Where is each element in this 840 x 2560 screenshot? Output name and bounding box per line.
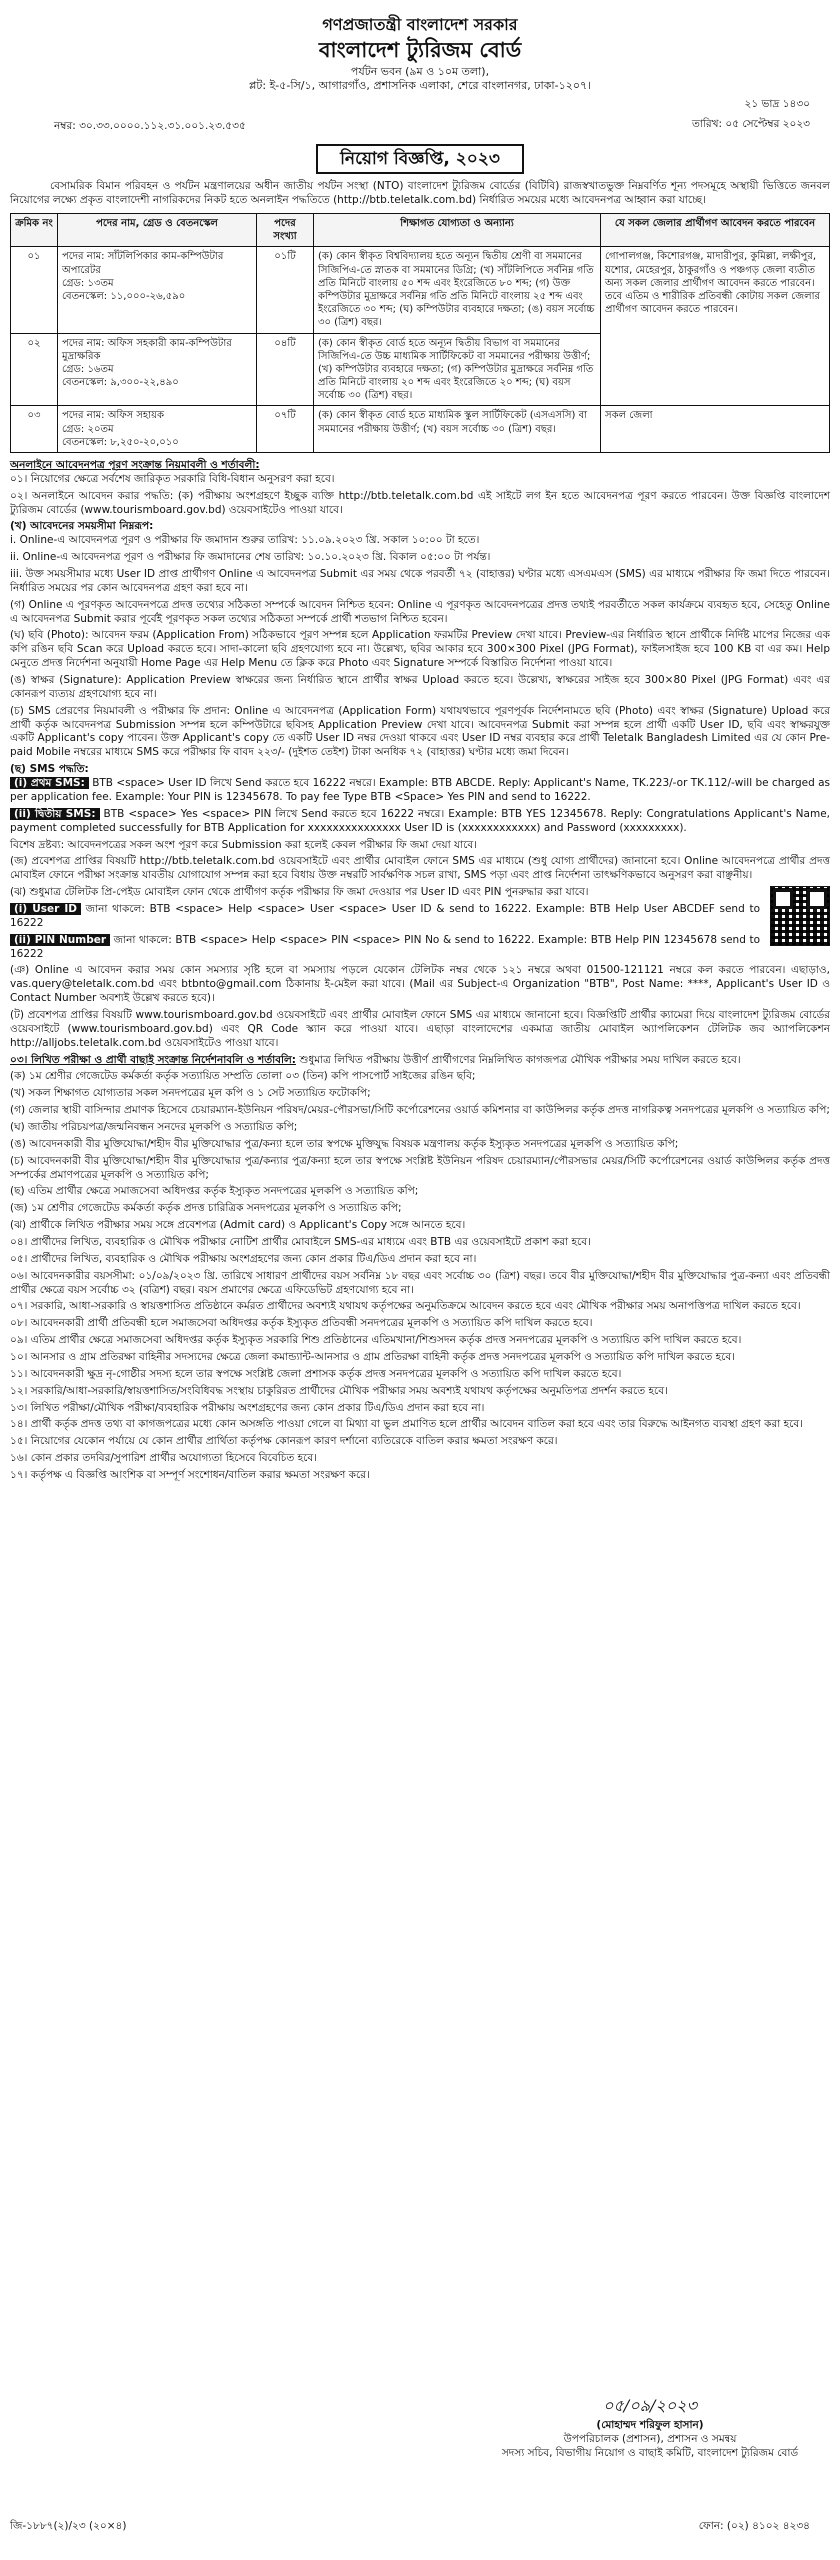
row-count: ০৭টি bbox=[257, 406, 314, 453]
row-qualification: (ক) কোন স্বীকৃত বিশ্ববিদ্যালয় হতে অন্যূন দ্বিতীয় শ্রেণী বা সমমানের সিজিপিএ-তে স্নাতক বা সমমানের ডিগ্রি; (খ) সাঁটলিপিতে সর্বনিম্ন গতি প্রতি মিনিটে বাংলায় ৫০ শব্দ এবং ইংরেজিতে ৮০ শব্দ; (গ) উক্ত কম্পিউটার মুদ্রাক্ষরে সর্বনিম্ন গতি প্রতি মিনিটে বাংলায় ২৫ শব্দ এবং ইংরেজিতে ৩০ শব্দ; (ঘ) কম্পিউটার ব্যবহারে দক্ষতা; (ঙ) বয়স সর্বোচ্চ ৩০ (ত্রিশ) বছর। bbox=[314, 247, 601, 333]
exam-item: (চ) আবেদনকারী বীর মুক্তিযোদ্ধা/শহীদ বীর মুক্তিযোদ্ধার পুত্র/কন্যার পুত্র/কন্যা হলে তার স্বপক্ষে সংশ্লিষ্ট ইউনিয়ন পরিষদ চেয়ারম্যান/পৌরসভার মেয়র/সিটি কর্পোরেশনের ওয়ার্ড কাউন্সিলর কর্তৃক প্রদত্ত সম্পর্কের প্রমাণপত্রের মূলকপি ও সত্যায়িত কপি; bbox=[10, 1154, 830, 1181]
memo-number: নম্বর: ৩০.৩৩.০০০০.১১২.৩১.০০১.২৩.৫৩৫ bbox=[54, 119, 246, 132]
sms-second-text: BTB <space> Yes <space> PIN লিখে Send করতে হবে 16222 নম্বরে। Example: BTB YES 12345678. Reply: Congratulations Applicant's Name, payment completed successfully for BTB Application for xxxxxxxxxxxxxxx User ID is (xxxxxxxxxxxx) and Password (xxxxxxxxx). bbox=[10, 807, 831, 834]
rule-photo: (ঘ) ছবি (Photo): আবেদন ফরম (Application From) সঠিকভাবে পূরণ সম্পন্ন হলে Application ফরমটির Preview দেখা যাবে। Preview-এর নির্ধারিত স্থানে প্রার্থীকে নির্দিষ্ট মাপের নিজের এক কপি রঙিন ছবি Scan করে Upload করতে হবে। সাদা-কালো ছবি গ্রহণযোগ্য হবে না। উল্লেখ্য, ছবির আকার হবে 300×300 Pixel (JPG Format), ফাইলসাইজ হবে 100 KB বা এর কম। Help মেনুতে প্রদত্ত নির্দেশনা অনুযায়ী Home Page এর Help Menu তে ক্লিক করে Photo এবং Signature সম্পর্কে বিস্তারিত নির্দেশনা পাওয়া যাবে। bbox=[10, 629, 830, 670]
post-name: পদের নাম: অফিস সহায়ক bbox=[62, 410, 164, 422]
exam-item: (ছ) এতিম প্রার্থীর ক্ষেত্রে সমাজসেবা অধিদপ্তর কর্তৃক ইস্যুকৃত সনদপত্রের মূলকপি ও সত্যায়িত কপি; bbox=[10, 1185, 419, 1198]
rules-heading: অনলাইনে আবেদনপত্র পূরণ সংক্রান্ত নিয়মাবলী ও শর্তাবলী: bbox=[10, 459, 260, 472]
post-grade: গ্রেড: ২০তম bbox=[62, 423, 114, 435]
exam-item: (গ) জেলার স্থায়ী বাসিন্দার প্রমাণক হিসেবে চেয়ারম্যান-ইউনিয়ন পরিষদ/মেয়র-পৌরসভা/সিটি কর্পোরেশনের ওয়ার্ড কমিশনার বা কাউন্সিলর কর্তৃক প্রদত্ত নাগরিকত্ব সনদপত্রের মূলকপি ও সত্যায়িত কপি; bbox=[10, 1104, 830, 1117]
date-label: তারিখ: bbox=[691, 117, 723, 130]
date-english bbox=[692, 118, 810, 132]
rule-2: ০২। অনলাইনে আবেদন করার পদ্ধতি: (ক) পরীক্ষায় অংশগ্রহণে ইচ্ছুক ব্যক্তি http://btb.teletalk.com.bd এই সাইটে লগ ইন হতে আবেদনপত্র পূরণ করতে পারবেন। উক্ত বিজ্ঞপ্তি বাংলাদেশ ট্যুরিজম বোর্ডের (www.tourismboard.gov.bd) ওয়েবসাইটেও পাওয়া যাবে। bbox=[10, 489, 830, 516]
pin-text: জানা থাকলে: BTB <space> Help <space> PIN <space> PIN No & send to 16222. Example: BTB Help PIN 12345678 send to 16222 bbox=[10, 933, 760, 960]
row-post bbox=[58, 247, 257, 333]
posts-table bbox=[10, 213, 830, 453]
exam-heading-line bbox=[10, 1054, 830, 1068]
clause: ০৬। আবেদনকারীর বয়সসীমা: ০১/০৯/২০২৩ খ্রি. তারিখে সাধারণ প্রার্থীদের বয়স সর্বনিম্ন ১৮ বছর এবং সর্বোচ্চ ৩০ (ত্রিশ) বছর। তবে বীর মুক্তিযোদ্ধা/শহীদ বীর মুক্তিযোদ্ধার পুত্র-কন্যা এবং প্রতিবন্ধী প্রার্থীর ক্ষেত্রে বয়স সর্বোচ্চ ৩২ (বত্রিশ) বছর। বয়স প্রমাণের ক্ষেত্রে এফিডেভিট গ্রহণযোগ্য হবে না। bbox=[10, 1269, 830, 1296]
post-scale: বেতনস্কেল: ৯,৩০০-২২,৪৯০ bbox=[62, 377, 179, 389]
row-districts: গোপালগঞ্জ, কিশোরগঞ্জ, মাদারীপুর, কুমিল্লা, লক্ষীপুর, যশোর, মেহেরপুর, ঠাকুরগাঁও ও পঞ্চগড় জেলা ব্যতীত অন্য সকল জেলার প্রার্থীগণ আবেদন করতে পারবেন। তবে এতিম ও শারীরিক প্রতিবন্ধী কোটায় সকল জেলার প্রার্থীগণ আবেদন করতে পারবেন। bbox=[601, 247, 830, 406]
exam-item: (ঝ) প্রার্থীকে লিখিত পরীক্ষার সময় সঙ্গে প্রবেশপত্র (Admit card) ও Applicant's Copy সঙ্গে আনতে হবে। bbox=[10, 1219, 466, 1232]
address-line-1: পর্যটন ভবন (৯ম ও ১০ম তলা), bbox=[350, 64, 490, 78]
rule-info-accuracy: (গ) Online এ পূরণকৃত আবেদনপত্রে প্রদত্ত তথ্যের সঠিকতা সম্পর্কে আবেদন নিশ্চিত হবেন: Online এ পূরণকৃত আবেদনপত্রের প্রদত্ত তথ্যই পরবর্তীতে সকল কার্যক্রমে ব্যবহৃত হবে, সেহেতু Online এ আবেদনপত্র Submit করার পূর্বেই পূরণকৃত সকল তথ্যের সঠিকতা সম্পর্কে প্রার্থী শতভাগ নিশ্চিত হবেন। bbox=[10, 598, 830, 625]
row-post bbox=[58, 406, 257, 453]
row-count: ০১টি bbox=[257, 247, 314, 333]
row-qualification: (ক) কোন স্বীকৃত বোর্ড হতে মাধ্যমিক স্কুল সার্টিফিকেট (এসএসসি) বা সমমানের পরীক্ষায় উত্তীর্ণ; (খ) বয়স সর্বোচ্চ ৩০ (ত্রিশ) বছর। bbox=[314, 406, 601, 453]
clause: ০৮। আবেদনকারী প্রার্থী প্রতিবন্ধী হলে সমাজসেবা অধিদপ্তর কর্তৃক ইস্যুকৃত প্রতিবন্ধী সনদপত্রের মূলকপি ও সত্যায়িত কপি দাখিল করতে হবে। bbox=[10, 1317, 593, 1330]
clause: ১৩। লিখিত পরীক্ষা/মৌখিক পরীক্ষা/ব্যবহারিক পরীক্ষায় অংশগ্রহণের জন্য কোন প্রকার টিএ/ডিএ প্রদান করা হবে না। bbox=[10, 1401, 485, 1414]
notice-title: নিয়োগ বিজ্ঞপ্তি, ২০২৩ bbox=[316, 144, 524, 174]
post-name: পদের নাম: সাঁটলিপিকার কাম-কম্পিউটার অপারেটর bbox=[62, 251, 224, 276]
clause: ১০। আনসার ও গ্রাম প্রতিরক্ষা বাহিনীর সদস্যদের ক্ষেত্রে জেলা কমান্ড্যান্ট-আনসার ও গ্রাম প্রতিরক্ষা বাহিনী কর্তৃক প্রদত্ত সনদপত্রের মূলকপি ও সত্যায়িত কপি দাখিল করতে হবে। bbox=[10, 1351, 735, 1363]
clause: ০৪। প্রার্থীদের লিখিত, ব্যবহারিক ও মৌখিক পরীক্ষার নোটিশ প্রার্থীর মোবাইলে SMS-এর মাধ্যমে এবং BTB এর ওয়েবসাইটে প্রকাশ করা হবে। bbox=[10, 1235, 591, 1248]
rule-signature: (ঙ) স্বাক্ষর (Signature): Application Preview স্বাক্ষরের জন্য নির্ধারিত স্থানে প্রার্থীর স্বাক্ষর Upload করতে হবে। উল্লেখ্য, স্বাক্ষরের সাইজ হবে 300×80 Pixel (JPG Format) এবং এর কোনরূপ ব্যত্যয় গ্রহণযোগ্য হবে না। bbox=[10, 674, 830, 700]
col-post: পদের নাম, গ্রেড ও বেতনস্কেল bbox=[58, 214, 257, 247]
row-serial: ০২ bbox=[11, 333, 58, 406]
clause: ১২। সরকারি/আধা-সরকারি/স্বায়ত্তশাসিত/সংবিধিবদ্ধ সংস্থায় চাকুরিরত প্রার্থীদের মৌখিক পরীক্ষার সময় অবশ্যই যথাযথ কর্তৃপক্ষের অনুমতিপত্র প্রদর্শন করতে হবে। bbox=[10, 1384, 668, 1397]
clause: ০৭। সরকারি, আধা-সরকারি ও স্বায়ত্তশাসিত প্রতিষ্ঠানে কর্মরত প্রার্থীদের অবশ্যই যথাযথ কর্তৃপক্ষের অনুমতিক্রমে আবেদন করতে হবে এবং মৌখিক পরীক্ষার সময় অনাপত্তিপত্র দাখিল করতে হবে। bbox=[10, 1300, 801, 1313]
sms-heading: (ছ) SMS পদ্ধতি: bbox=[10, 763, 89, 776]
clause: ০৯। এতিম প্রার্থীর ক্ষেত্রে সমাজসেবা অধিদপ্তর কর্তৃক ইস্যুকৃত সরকারি শিশু প্রতিষ্ঠানের এতিমখানা/শিশুসদন কর্তৃক প্রদত্ত সনদপত্রের মূলকপি ও সত্যায়িত কপি দাখিল করতে হবে। bbox=[10, 1334, 742, 1347]
row-serial: ০১ bbox=[11, 247, 58, 333]
date-value: ০৫ সেপ্টেম্বর ২০২৩ bbox=[725, 117, 810, 130]
recovery-text bbox=[10, 886, 760, 964]
row-count: ০৪টি bbox=[257, 333, 314, 406]
recovery-block bbox=[10, 886, 830, 964]
clause: ০৫। প্রার্থীদের লিখিত, ব্যবহারিক ও মৌখিক পরীক্ষায় অংশগ্রহণের জন্য কোন প্রকার টিএ/ডিএ প্রদান করা হবে না। bbox=[10, 1252, 477, 1265]
clause: ১১। আবেদনকারী ক্ষুদ্র নৃ-গোষ্ঠীর সদস্য হলে তার স্বপক্ষে সংশ্লিষ্ট জেলা প্রশাসক কর্তৃক প্রদত্ত সনদপত্রের মূলকপি ও সত্যায়িত কপি দাখিল করতে হবে। bbox=[10, 1367, 622, 1380]
signature-date: ০৫/০৯/২০২৩ bbox=[603, 2396, 697, 2415]
special-note: বিশেষ দ্রষ্টব্য: আবেদনপত্রের সকল অংশ পূরণ করে Submission করা হলেই কেবল পরীক্ষার ফি জমা দেয়া যাবে। bbox=[10, 838, 477, 851]
time-heading: (খ) আবেদনের সময়সীমা নিম্নরূপ: bbox=[10, 520, 154, 533]
date-block bbox=[692, 98, 810, 138]
user-id-text: জানা থাকলে: BTB <space> Help <space> User <space> User ID & send to 16222. Example: BTB Help User ABCDEF send to 16222 bbox=[10, 902, 760, 929]
row-serial: ০৩ bbox=[11, 406, 58, 453]
sms-first-tag: (i) প্রথম SMS: bbox=[10, 777, 89, 789]
phone-number: ফোন: (০২) ৪১০২ ৪২৩৪ bbox=[698, 2520, 810, 2532]
time-1: i. Online-এ আবেদনপত্র পূরণ ও পরীক্ষার ফি জমাদান শুরুর তারিখ: ১১.০৯.২০২৩ খ্রি. সকাল ১০:০০ টা হতে। bbox=[10, 534, 480, 547]
reference-row bbox=[10, 98, 830, 142]
post-name: পদের নাম: অফিস সহকারী কাম-কম্পিউটার মুদ্রাক্ষরিক bbox=[62, 337, 232, 362]
exam-item: (খ) সকল শিক্ষাগত যোগ্যতার সকল সনদপত্রের মূল কপি ও ১ সেট সত্যায়িত ফটোকপি; bbox=[10, 1087, 371, 1100]
time-3: iii. উক্ত সময়সীমার মধ্যে User ID প্রাপ্ত প্রার্থীগণ Online এ আবেদনপত্র Submit এর সময় থেকে পরবর্তী ৭২ (বাহাত্তর) ঘণ্টার মধ্যে এসএমএস (SMS) এর মাধ্যমে পরীক্ষার ফি জমা দিতে পারবেন। নির্ধারিত সময়ের পর কোন আবেদনপত্র গ্রহণ করা হবে না। bbox=[10, 568, 830, 594]
date-bangla: ২১ ভাদ্র ১৪৩০ bbox=[744, 97, 810, 110]
signatory-committee: সদস্য সচিব, বিভাগীয় নিয়োগ ও বাছাই কমিটি, বাংলাদেশ ট্যুরিজম বোর্ড bbox=[501, 2446, 799, 2459]
print-code: জি-১৮৮৭(২)/২৩ (২০×৪) bbox=[10, 2520, 127, 2532]
clause: ১৬। কোন প্রকার তদবির/সুপারিশ প্রার্থীর অযোগ্যতা হিসেবে বিবেচিত হবে। bbox=[10, 1452, 317, 1465]
col-districts: যে সকল জেলার প্রার্থীগণ আবেদন করতে পারবেন bbox=[601, 214, 830, 247]
table-header-row bbox=[11, 214, 830, 247]
rule-fee: (চ) SMS প্রেরণের নিয়মাবলী ও পরীক্ষার ফি প্রদান: Online এ আবেদনপত্র (Application Form) যথাযথভাবে পূরণপূর্বক নির্দেশনামতে ছবি (Photo) এবং স্বাক্ষর (Signature) Upload করে প্রার্থী কর্তৃক আবেদনপত্র Submission সম্পন্ন হলে কম্পিউটারে ছবিসহ Application Preview দেখা যাবে। আবেদনপত্র Submit করা সম্পন্ন হলে প্রার্থী একটি User ID, ছবি এবং স্বাক্ষরযুক্ত একটি Applicant's copy পাবেন। উক্ত Applicant's copy তে একটি User ID নম্বর দেওয়া থাকবে এবং User ID নম্বর ব্যবহার করে প্রার্থী Teletalk Bangladesh Limited এর যে কোন Pre-paid Mobile নম্বরের মাধ্যমে SMS করে পরীক্ষার ফি বাবদ ২২৩/- (দুইশত তেইশ) টাকা অনধিক ৭২ (বাহাত্তর) ঘণ্টার মধ্যে জমা দিবেন। bbox=[10, 704, 830, 759]
recovery-user-id bbox=[10, 903, 760, 931]
signatory-designation: উপপরিচালক (প্রশাসন), প্রশাসন ও সমন্বয় bbox=[563, 2432, 737, 2445]
sms-first-text: BTB <space> User ID লিখে Send করতে হবে 16222 নম্বরে। Example: BTB ABCDE. Reply: Applicant's Name, TK.223/-or TK.112/-will be charged as per application fee. Example: Your PIN is 12345678. To pay fee Type BTB <Space> Yes PIN and send to 16222. bbox=[10, 777, 831, 803]
col-serial: ক্রমিক নং bbox=[11, 214, 58, 247]
table-row bbox=[11, 247, 830, 333]
clause: ১৭। কর্তৃপক্ষ এ বিজ্ঞপ্তি আংশিক বা সম্পূর্ণ সংশোধন/বাতিল করার ক্ষমতা সংরক্ষণ করে। bbox=[10, 1469, 370, 1482]
rule-1: ০১। নিয়োগের ক্ষেত্রে সর্বশেষ জারিকৃত সরকারি বিধি-বিধান অনুসরণ করা হবে। bbox=[10, 472, 335, 485]
post-grade: গ্রেড: ১৬তম bbox=[62, 363, 114, 375]
rule-admit: (জ) প্রবেশপত্র প্রাপ্তির বিষয়টি http://btb.teletalk.com.bd ওয়েবসাইটে এবং প্রার্থীর মোবাইল ফোনে SMS এর মাধ্যমে (শুধু যোগ্য প্রার্থীদের) জানানো হবে। Online আবেদনপত্রে প্রার্থীর প্রদত্ত মোবাইল ফোনে পরীক্ষা সংক্রান্ত যাবতীয় যোগাযোগ সম্পন্ন করা হবে বিধায় উক্ত নম্বরটি সার্বক্ষণিক সচল রাখা, SMS পড়া এবং প্রাপ্ত নির্দেশনা তাৎক্ষণিকভাবে অনুসরণ করা বাঞ্ছনীয়। bbox=[10, 855, 830, 882]
address-line-2: প্লট: ই-৫-সি/১, আগারগাঁও, প্রশাসনিক এলাকা, শেরে বাংলানগর, ঢাকা-১২০৭। bbox=[248, 79, 592, 93]
exam-item: (ঙ) আবেদনকারী বীর মুক্তিযোদ্ধা/শহীদ বীর মুক্তিযোদ্ধার পুত্র/কন্যা হলে তার স্বপক্ষে মুক্তিযুদ্ধ বিষয়ক মন্ত্রণালয় কর্তৃক ইস্যুকৃত সনদপত্রের মূলকপি ও সত্যায়িত কপি; bbox=[10, 1137, 679, 1150]
table-row bbox=[11, 406, 830, 453]
user-id-tag: (i) User ID bbox=[10, 903, 81, 915]
col-count: পদের সংখ্যা bbox=[257, 214, 314, 247]
row-qualification: (ক) কোন স্বীকৃত বোর্ড হতে অন্যূন দ্বিতীয় বিভাগ বা সমমানের সিজিপিএ-তে উচ্চ মাধ্যমিক সার্টিফিকেট বা সমমানের পরীক্ষায় উত্তীর্ণ; (খ) কম্পিউটার ব্যবহারে দক্ষতা; (গ) কম্পিউটার মুদ্রাক্ষরে সর্বনিম্ন গতি প্রতি মিনিটে বাংলায় ২০ শব্দ এবং ইংরেজিতে ২০ শব্দ; (ঘ) বয়স সর্বোচ্চ ৩০ (ত্রিশ) বছর। bbox=[314, 333, 601, 406]
signatory-name: (মোহাম্মদ শরিফুল হাসান) bbox=[596, 2419, 704, 2431]
pin-tag: (ii) PIN Number bbox=[10, 934, 110, 946]
post-grade: গ্রেড: ১৩তম bbox=[62, 277, 114, 289]
recovery-pin bbox=[10, 934, 760, 962]
qr-code-icon[interactable] bbox=[770, 886, 830, 946]
rule-help: (ঞ) Online এ আবেদন করার সময় কোন সমস্যার সৃষ্টি হলে বা সমস্যায় পড়লে যেকোন টেলিটক নম্বর থেকে ১২১ নম্বরে অথবা 01500-121121 নম্বরে কল করতে পারবেন। এছাড়াও, vas.query@teletalk.com.bd এবং btbnto@gmail.com ঠিকানায় ই-মেইল করা যাবে। (Mail এর Subject-এ Organization "BTB", Post Name: ****, Applicant's User ID ও Contact Number অবশ্যই উল্লেখ করতে হবে)। bbox=[10, 964, 830, 1005]
post-scale: বেতনস্কেল: ৮,২৫০-২০,০১০ bbox=[62, 436, 179, 448]
col-qualification: শিক্ষাগত যোগ্যতা ও অন্যান্য bbox=[314, 214, 601, 247]
row-post bbox=[58, 333, 257, 406]
letterhead bbox=[10, 0, 830, 94]
sms-second-tag: (ii) দ্বিতীয় SMS: bbox=[10, 808, 100, 820]
signature-block bbox=[500, 2395, 800, 2461]
exam-item: (ঘ) জাতীয় পরিচয়পত্র/জন্মনিবন্ধন সনদের মূলকপি ও সত্যায়িত কপি; bbox=[10, 1120, 298, 1133]
post-scale: বেতনস্কেল: ১১,০০০-২৬,৫৯০ bbox=[62, 290, 186, 302]
rule-website: (ট) প্রবেশপত্র প্রাপ্তির বিষয়টি www.tourismboard.gov.bd ওয়েবসাইটে এবং প্রার্থীর মোবাইল ফোনে SMS এর মাধ্যমে জানানো হবে। বিজ্ঞপ্তিটি প্রার্থীর ক্যামেরা দিয়ে বাংলাদেশ ট্যুরিজম বোর্ডের ওয়েবসাইটে (www.tourismboard.gov.bd) এবং QR Code স্ক্যান করে পাওয়া যাবে। এছাড়া বাংলাদেশের একমাত্র জাতীয় মোবাইল অ্যাপলিকেশন টেলিটক জব অ্যাপলিকেশন http://alljobs.teletalk.com.bd ওয়েবসাইটেও পাওয়া যাবে। bbox=[10, 1008, 830, 1049]
exam-item: (ক) ১ম শ্রেণীর গেজেটেড কর্মকর্তা কর্তৃক সত্যায়িত সম্প্রতি তোলা ০৩ (তিন) কপি পাসপোর্ট সাইজের রঙিন ছবি; bbox=[10, 1070, 476, 1083]
recovery-heading: (ঝ) শুধুমাত্র টেলিটক প্রি-পেইড মোবাইল ফোন থেকে প্রার্থীগণ কর্তৃক পরীক্ষার ফি জমা দেওয়ার পর User ID এবং PIN পুনরুদ্ধার করা যাবে। bbox=[10, 886, 589, 899]
govt-name: গণপ্রজাতন্ত্রী বাংলাদেশ সরকার bbox=[322, 15, 518, 34]
clause: ১৫। নিয়োগের যেকোন পর্যায়ে যে কোন প্রার্থীর প্রার্থিতা কর্তৃপক্ষ কোনরূপ কারণ দর্শানো ব্যতিরেকে বাতিল করার ক্ষমতা সংরক্ষণ করে। bbox=[10, 1435, 558, 1448]
exam-heading-tail: শুধুমাত্র লিখিত পরীক্ষায় উত্তীর্ণ প্রার্থীগণের নিম্নলিখিত কাগজপত্র মৌখিক পরীক্ষার সময় দাখিল করতে হবে। bbox=[299, 1053, 741, 1066]
exam-heading: ০৩। লিখিত পরীক্ষা ও প্রার্থী বাছাই সংক্রান্ত নির্দেশনাবলি ও শর্তাবলি: bbox=[10, 1053, 296, 1066]
row-districts: সকল জেলা bbox=[601, 406, 830, 453]
clause: ১৪। প্রার্থী কর্তৃক প্রদত্ত তথ্য বা কাগজপত্রের মধ্যে কোন অসঙ্গতি পাওয়া গেলে বা মিথ্যা বা ভুল প্রমাণিত হলে প্রার্থীর আবেদন বাতিল করা হবে এবং তার বিরুদ্ধে আইনগত ব্যবস্থা গ্রহণ করা হবে। bbox=[10, 1418, 803, 1431]
intro-paragraph: বেসামরিক বিমান পরিবহন ও পর্যটন মন্ত্রণালয়ের অধীন জাতীয় পর্যটন সংস্থা (NTO) বাংলাদেশ ট্যুরিজম বোর্ডের (বিটিবি) রাজস্বখাতভুক্ত নিম্নবর্ণিত শূন্য পদসমূহে অস্থায়ী ভিত্তিতে জনবল নিয়োগের লক্ষ্যে প্রকৃত বাংলাদেশী নাগরিকদের নিকট হতে অনলাইন পদ্ধতিতে (http://btb.teletalk.com.bd) নির্ধারিত সময়ের মধ্যে আবেদনপত্র আহ্বান করা যাচ্ছে। bbox=[10, 180, 830, 207]
sms-first bbox=[10, 777, 830, 805]
time-2: ii. Online-এ আবেদনপত্র পূরণ ও পরীক্ষার ফি জমাদানের শেষ তারিখ: ১০.১০.২০২৩ খ্রি. বিকাল ০৫:০০ টা পর্যন্ত। bbox=[10, 551, 491, 564]
exam-item: (জ) ১ম শ্রেণীর গেজেটেড কর্মকর্তা কর্তৃক প্রদত্ত চারিত্রিক সনদপত্রের মূলকপি ও সত্যায়িত কপি; bbox=[10, 1202, 402, 1215]
sms-second bbox=[10, 808, 830, 836]
org-name: বাংলাদেশ ট্যুরিজম বোর্ড bbox=[318, 38, 522, 63]
